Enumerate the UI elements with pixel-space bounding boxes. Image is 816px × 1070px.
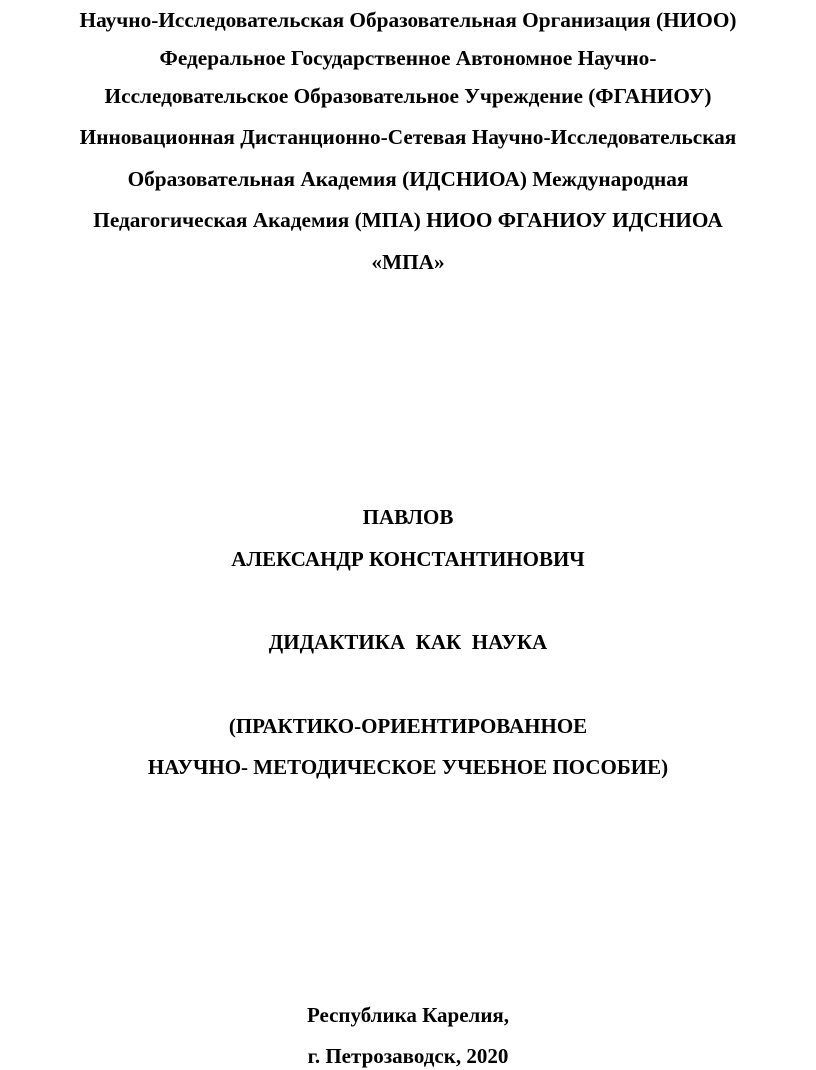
header-line-4: Инновационная Дистанционно-Сетевая Научно-Исследовательская [79, 125, 737, 149]
header-line-3: Исследовательское Образовательное Учреждение (ФГАНИОУ) [104, 84, 712, 108]
footer-city-year: г. Петрозаводск, 2020 [307, 1044, 509, 1068]
footer-region: Республика Карелия, [306, 1003, 510, 1027]
header-line-1: Научно-Исследовательская Образовательная Организация (НИОО) [79, 8, 737, 32]
subtitle-line-2: НАУЧНО- МЕТОДИЧЕСКОЕ УЧЕБНОЕ ПОСОБИЕ) [147, 755, 669, 779]
header-line-6: Педагогическая Академия (МПА) НИОО ФГАНИОУ ИДСНИОА [93, 208, 723, 232]
header-line-5: Образовательная Академия (ИДСНИОА) Международная [127, 167, 689, 191]
header-line-2: Федеральное Государственное Автономное Научно- [159, 46, 657, 70]
subtitle-line-1: (ПРАКТИКО-ОРИЕНТИРОВАННОЕ [228, 714, 588, 738]
document-title: ДИДАКТИКА КАК НАУКА [268, 630, 548, 654]
header-line-7: «МПА» [371, 250, 445, 274]
author-surname: ПАВЛОВ [362, 505, 454, 529]
author-given-names: АЛЕКСАНДР КОНСТАНТИНОВИЧ [231, 547, 585, 571]
